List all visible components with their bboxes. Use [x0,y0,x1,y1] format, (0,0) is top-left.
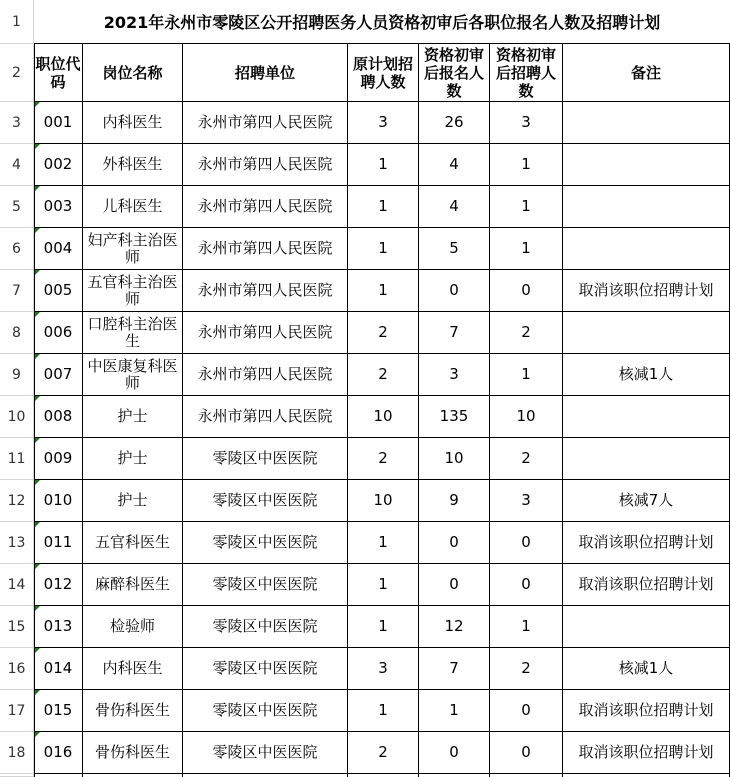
cell-unit[interactable]: 零陵区中医医院 [183,606,348,648]
cell-post[interactable]: 护士 [83,396,183,438]
cell-notes[interactable]: 核减7人 [563,480,730,522]
cell-hires[interactable]: 3 [490,102,563,144]
cell-code[interactable]: 005 [34,270,83,312]
text-number-indicator-icon [35,690,40,695]
text-number-indicator-icon [35,480,40,485]
cell-notes[interactable] [563,228,730,270]
cell-applicants[interactable]: 9 [419,480,490,522]
cell-applicants[interactable]: 0 [419,732,490,774]
cell-code[interactable]: 007 [34,354,83,396]
cell-hires[interactable]: 1 [490,186,563,228]
cell-planned[interactable]: 1 [348,228,419,270]
cell-applicants[interactable]: 7 [419,312,490,354]
header-code[interactable]: 职位代码 [34,44,83,102]
cell-planned[interactable]: 2 [348,312,419,354]
cell-planned[interactable]: 2 [348,732,419,774]
row-header-11[interactable]: 11 [0,438,34,480]
row-header-4[interactable]: 4 [0,144,34,186]
cell-planned[interactable]: 1 [348,522,419,564]
cell-planned[interactable]: 1 [348,186,419,228]
cell-notes[interactable]: 核减1人 [563,354,730,396]
cell-post[interactable]: 外科医生 [83,144,183,186]
text-number-indicator-icon [35,186,40,191]
cell-code[interactable]: 012 [34,564,83,606]
row-header-7[interactable]: 7 [0,270,34,312]
cell-hires[interactable]: 3 [490,480,563,522]
row-header-18[interactable]: 18 [0,732,34,774]
cell-planned[interactable]: 1 [348,564,419,606]
cell-notes[interactable] [563,606,730,648]
cell-post[interactable]: 骨伤科医生 [83,690,183,732]
cell-post[interactable]: 儿科医生 [83,186,183,228]
cell-code[interactable]: 004 [34,228,83,270]
cell-hires[interactable]: 0 [490,564,563,606]
cell-applicants[interactable]: 12 [419,606,490,648]
text-number-indicator-icon [35,396,40,401]
cell-code[interactable]: 011 [34,522,83,564]
cell-unit[interactable]: 零陵区中医医院 [183,480,348,522]
cell-hires[interactable]: 2 [490,648,563,690]
row-header-10[interactable]: 10 [0,396,34,438]
cell-planned[interactable]: 1 [348,144,419,186]
header-unit[interactable]: 招聘单位 [183,44,348,102]
cell-code[interactable]: 010 [34,480,83,522]
cell-planned[interactable]: 2 [348,354,419,396]
cell-unit[interactable]: 零陵区中医医院 [183,648,348,690]
cell-unit[interactable]: 零陵区中医医院 [183,564,348,606]
cell-hires[interactable]: 0 [490,690,563,732]
cell-hires[interactable]: 0 [490,732,563,774]
header-post[interactable]: 岗位名称 [83,44,183,102]
row-header-1[interactable]: 1 [0,0,34,44]
cell-post[interactable]: 内科医生 [83,102,183,144]
text-number-indicator-icon [35,312,40,317]
cell-code[interactable]: 006 [34,312,83,354]
cell-unit[interactable]: 零陵区中医医院 [183,732,348,774]
row-header-5[interactable]: 5 [0,186,34,228]
row-header-6[interactable]: 6 [0,228,34,270]
cell-notes[interactable]: 取消该职位招聘计划 [563,732,730,774]
text-number-indicator-icon [35,102,40,107]
cell-applicants[interactable]: 0 [419,522,490,564]
cell-post[interactable]: 五官科主治医师 [83,270,183,312]
cell-planned[interactable]: 3 [348,648,419,690]
cell-applicants[interactable]: 0 [419,270,490,312]
cell-unit[interactable]: 永州市第四人民医院 [183,186,348,228]
sheet-title[interactable]: 2021年永州市零陵区公开招聘医务人员资格初审后各职位报名人数及招聘计划 [34,0,730,44]
row-header-12[interactable]: 12 [0,480,34,522]
cell-unit[interactable]: 永州市第四人民医院 [183,144,348,186]
text-number-indicator-icon [35,228,40,233]
cell-post[interactable]: 妇产科主治医师 [83,228,183,270]
row-header-16[interactable]: 16 [0,648,34,690]
cell-notes[interactable] [563,102,730,144]
cell-unit[interactable]: 永州市第四人民医院 [183,102,348,144]
cell-hires[interactable]: 2 [490,312,563,354]
cell-notes[interactable] [563,312,730,354]
cell-unit[interactable]: 永州市第四人民医院 [183,270,348,312]
header-planned[interactable]: 原计划招聘人数 [348,44,419,102]
cell-applicants[interactable]: 0 [419,564,490,606]
text-number-indicator-icon [35,564,40,569]
text-number-indicator-icon [35,606,40,611]
cell-planned[interactable]: 10 [348,480,419,522]
cell-unit[interactable]: 永州市第四人民医院 [183,312,348,354]
cell-post[interactable]: 口腔科主治医生 [83,312,183,354]
row-header-17[interactable]: 17 [0,690,34,732]
cell-notes[interactable] [563,396,730,438]
header-hires[interactable]: 资格初审后招聘人数 [490,44,563,102]
cell-hires[interactable]: 1 [490,144,563,186]
cell-post[interactable]: 骨伤科医生 [83,732,183,774]
header-notes[interactable]: 备注 [563,44,730,102]
cell-unit[interactable]: 零陵区中医医院 [183,522,348,564]
cell-hires[interactable]: 1 [490,354,563,396]
cell-planned[interactable]: 1 [348,270,419,312]
row-header-14[interactable]: 14 [0,564,34,606]
cell-planned[interactable]: 1 [348,690,419,732]
row-header-3[interactable]: 3 [0,102,34,144]
cell-planned[interactable]: 3 [348,102,419,144]
cell-notes[interactable]: 取消该职位招聘计划 [563,564,730,606]
cell-hires[interactable]: 2 [490,438,563,480]
cell-unit[interactable]: 永州市第四人民医院 [183,396,348,438]
cell-unit[interactable]: 永州市第四人民医院 [183,228,348,270]
text-number-indicator-icon [35,648,40,653]
row-header-2[interactable]: 2 [0,44,34,102]
cell-applicants[interactable]: 10 [419,438,490,480]
cell-post[interactable]: 护士 [83,438,183,480]
cell-applicants[interactable]: 4 [419,144,490,186]
cell-hires[interactable]: 1 [490,606,563,648]
row-header-8[interactable]: 8 [0,312,34,354]
cell-notes[interactable]: 取消该职位招聘计划 [563,690,730,732]
cell-code[interactable]: 014 [34,648,83,690]
text-number-indicator-icon [35,144,40,149]
cell-planned[interactable]: 1 [348,606,419,648]
cell-notes[interactable] [563,186,730,228]
cell-notes[interactable] [563,144,730,186]
cell-post[interactable]: 护士 [83,480,183,522]
cell-unit[interactable]: 零陵区中医医院 [183,438,348,480]
cell-applicants[interactable]: 5 [419,228,490,270]
cell-applicants[interactable]: 7 [419,648,490,690]
cell-planned[interactable]: 10 [348,396,419,438]
cell-post[interactable]: 中医康复科医师 [83,354,183,396]
cell-hires[interactable]: 0 [490,270,563,312]
cell-code[interactable]: 009 [34,438,83,480]
cell-code[interactable]: 001 [34,102,83,144]
cell-code[interactable]: 016 [34,732,83,774]
cell-code[interactable]: 008 [34,396,83,438]
cell-post[interactable]: 麻醉科医生 [83,564,183,606]
cell-post[interactable]: 五官科医生 [83,522,183,564]
text-number-indicator-icon [35,354,40,359]
row-header-15[interactable]: 15 [0,606,34,648]
cell-code[interactable]: 002 [34,144,83,186]
cell-code[interactable]: 015 [34,690,83,732]
cell-unit[interactable]: 零陵区中医医院 [183,690,348,732]
cell-code[interactable]: 013 [34,606,83,648]
text-number-indicator-icon [35,732,40,737]
text-number-indicator-icon [35,522,40,527]
cell-post[interactable]: 内科医生 [83,648,183,690]
cell-applicants[interactable]: 1 [419,690,490,732]
cell-notes[interactable]: 取消该职位招聘计划 [563,522,730,564]
cell-applicants[interactable]: 4 [419,186,490,228]
cell-applicants[interactable]: 3 [419,354,490,396]
cell-unit[interactable]: 永州市第四人民医院 [183,354,348,396]
cell-notes[interactable] [563,438,730,480]
text-number-indicator-icon [35,438,40,443]
cell-notes[interactable]: 取消该职位招聘计划 [563,270,730,312]
cell-hires[interactable]: 10 [490,396,563,438]
cell-hires[interactable]: 1 [490,228,563,270]
row-header-9[interactable]: 9 [0,354,34,396]
text-number-indicator-icon [35,270,40,275]
row-header-13[interactable]: 13 [0,522,34,564]
cell-hires[interactable]: 0 [490,522,563,564]
cell-code[interactable]: 003 [34,186,83,228]
cell-post[interactable]: 检验师 [83,606,183,648]
header-applicants[interactable]: 资格初审后报名人数 [419,44,490,102]
cell-notes[interactable]: 核减1人 [563,648,730,690]
cell-applicants[interactable]: 135 [419,396,490,438]
cell-planned[interactable]: 2 [348,438,419,480]
cell-applicants[interactable]: 26 [419,102,490,144]
